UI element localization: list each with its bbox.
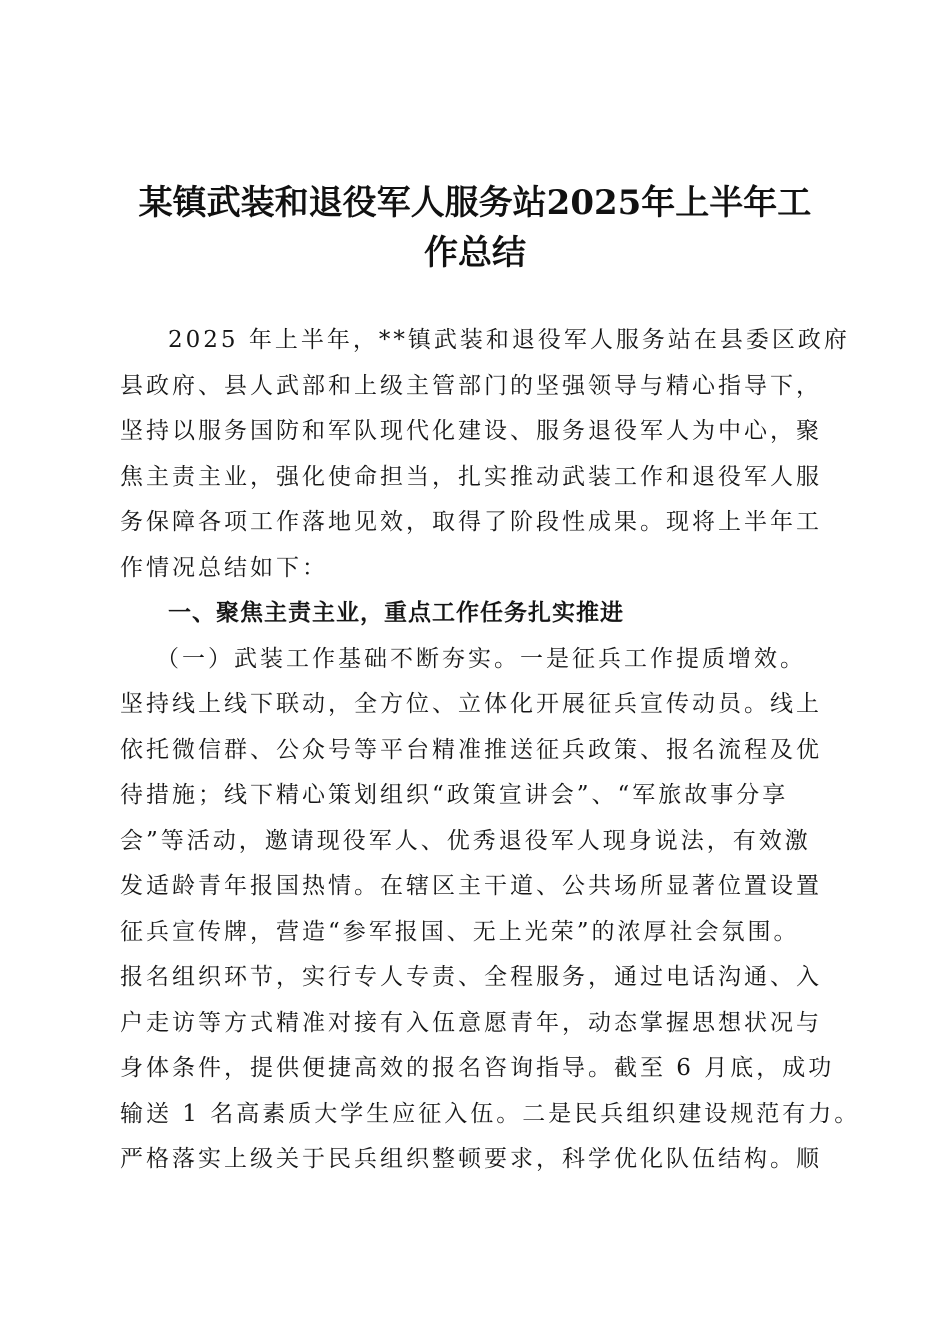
subsection-line-4: 待措施；线下精心策划组织“政策宣讲会”、“军旅故事分享 — [120, 782, 789, 808]
subsection-line-2: 坚持线上线下联动，全方位、立体化开展征兵宣传动员。线上 — [120, 691, 822, 717]
document-title — [110, 178, 840, 278]
subsection-line-6: 发适龄青年报国热情。在辖区主干道、公共场所显著位置设置 — [120, 873, 822, 899]
subsection-line-11: 输送 1 名高素质大学生应征入伍。二是民兵组织建设规范有力。 — [120, 1100, 861, 1127]
subsection-line-8: 报名组织环节，实行专人专责、全程服务，通过电话沟通、入 — [120, 964, 822, 990]
subsection-line-3: 依托微信群、公众号等平台精准推送征兵政策、报名流程及优 — [120, 736, 822, 763]
title-line-2: 作总结 — [424, 233, 526, 273]
subsection-line-7: 征兵宣传牌，营造“参军报国、无上光荣”的浓厚社会氛围。 — [120, 918, 800, 945]
subsection-line-12: 严格落实上级关于民兵组织整顿要求，科学优化队伍结构。顺 — [120, 1146, 822, 1172]
intro-line-1: 2025 年上半年，**镇武装和退役军人服务站在县委区政府 — [168, 327, 850, 353]
intro-line-4: 焦主责主业，强化使命担当，扎实推动武装工作和退役军人服 — [120, 463, 822, 490]
subsection-line-1: （一）武装工作基础不断夯实。一是征兵工作提质增效。 — [156, 645, 806, 672]
section-heading: 一、聚焦主责主业，重点工作任务扎实推进 — [168, 600, 624, 626]
intro-line-3: 坚持以服务国防和军队现代化建设、服务退役军人为中心，聚 — [120, 418, 822, 444]
subsection-line-10: 身体条件，提供便捷高效的报名咨询指导。截至 6 月底，成功 — [120, 1055, 835, 1081]
subsection-line-5: 会”等活动，邀请现役军人、优秀退役军人现身说法，有效激 — [120, 827, 811, 854]
subsection-line-9: 户走访等方式精准对接有入伍意愿青年，动态掌握思想状况与 — [120, 1009, 822, 1036]
title-line-1: 某镇武装和退役军人服务站2025年上半年工 — [138, 183, 812, 223]
intro-line-2: 县政府、县人武部和上级主管部门的坚强领导与精心指导下， — [120, 372, 822, 399]
document-body — [120, 318, 861, 1183]
intro-line-6: 作情况总结如下： — [120, 554, 328, 581]
intro-line-5: 务保障各项工作落地见效，取得了阶段性成果。现将上半年工 — [120, 509, 822, 535]
